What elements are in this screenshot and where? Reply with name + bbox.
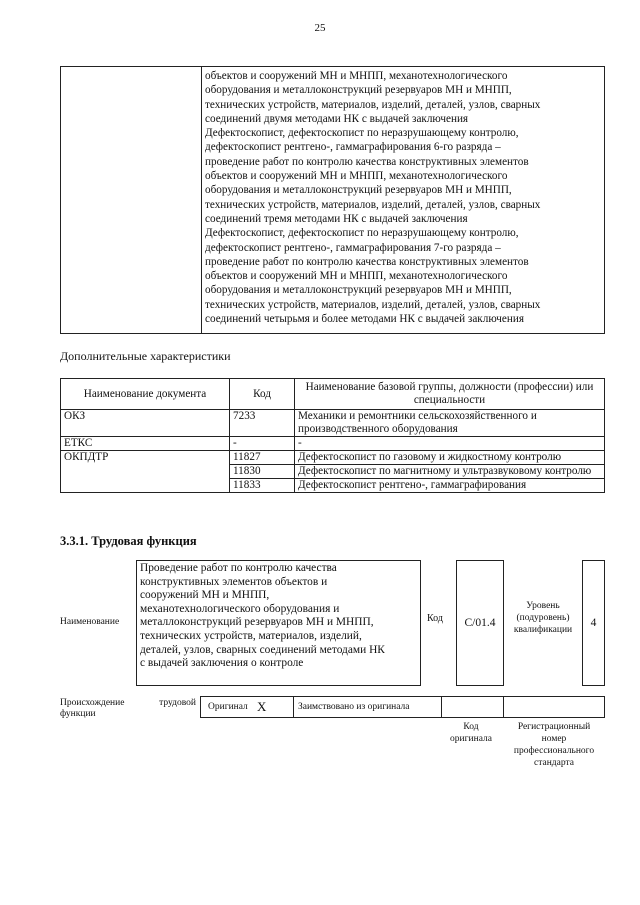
function-code-box: C/01.4: [456, 560, 504, 686]
code-original-caption: [440, 721, 502, 745]
caption-line: номер: [541, 734, 567, 744]
text-line: дефектоскопист рентгено-, гаммаграфирования 6-го разряда –: [205, 141, 501, 154]
text-line: соединений тремя методами НК с выдачей заключения: [205, 212, 468, 225]
origin-label: [60, 698, 200, 720]
page-number: 25: [314, 22, 326, 34]
name-label: Наименование: [60, 617, 120, 627]
function-name-box: [136, 560, 421, 686]
characteristics-table: [60, 378, 605, 493]
text-line: оборудования и металлоконструкций резервуаров МН и МНПП,: [205, 84, 512, 97]
caption-line: профессионального: [513, 746, 595, 756]
header-group-name: Наименование базовой группы, должности (профессии) или специальности: [295, 379, 605, 410]
origin-separator: [503, 697, 504, 717]
name-line: Проведение работ по контролю качества: [140, 562, 337, 574]
header-code: Код: [230, 379, 295, 410]
level-label-line: Уровень: [526, 601, 560, 611]
cell-name: Механики и ремонтники сельскохозяйственного и производственного оборудования: [295, 410, 605, 437]
borrowed-label: Заимствовано из оригинала: [298, 702, 410, 712]
text-line: объектов и сооружений МН и МНПП, механотехнологического: [205, 170, 508, 183]
text-line: технических устройств, материалов, изделий, деталей, узлов, сварных: [205, 198, 541, 211]
level-label: [505, 600, 581, 636]
table-column-divider: [201, 67, 202, 333]
cell-doc: ЕТКС: [61, 437, 230, 451]
name-line: механотехнологического оборудования и: [140, 602, 340, 615]
cell-code: -: [230, 437, 295, 451]
text-line: оборудования и металлоконструкций резервуаров МН и МНПП,: [205, 184, 512, 197]
origin-label-right: трудовой: [159, 698, 196, 708]
cell-code: 11830: [230, 465, 295, 479]
cell-name: Дефектоскопист по газовому и жидкостному контролю: [295, 451, 605, 465]
continuation-table: [60, 66, 605, 334]
text-line: оборудования и металлоконструкций резервуаров МН и МНПП,: [205, 284, 512, 297]
caption-line: оригинала: [450, 734, 492, 744]
table-header-row: [61, 379, 605, 410]
name-line: технических устройств, материалов, изделий,: [140, 629, 362, 642]
caption-line: стандарта: [534, 758, 574, 768]
text-line: соединений четырьмя и более методами НК с выдачей заключения: [205, 313, 524, 326]
text-line: проведение работ по контролю качества конструктивных элементов: [205, 155, 529, 168]
code-label: Код: [427, 613, 443, 624]
cell-code: 7233: [230, 410, 295, 437]
original-label: Оригинал: [208, 702, 248, 712]
text-line: проведение работ по контролю качества конструктивных элементов: [205, 255, 529, 268]
text-line: технических устройств, материалов, изделий, деталей, узлов, сварных: [205, 98, 541, 111]
cell-code: 11833: [230, 479, 295, 493]
text-line: Дефектоскопист, дефектоскопист по неразрушающему контролю,: [205, 127, 519, 140]
section-title-additional: Дополнительные характеристики: [60, 349, 231, 363]
text-line: дефектоскопист рентгено-, гаммаграфирования 7-го разряда –: [205, 241, 501, 254]
cell-name: -: [295, 437, 605, 451]
table-row: [61, 437, 605, 451]
original-checkmark: X: [257, 699, 267, 714]
name-line: с выдачей заключения о контроле: [140, 657, 304, 670]
level-label-line: квалификации: [513, 625, 573, 635]
header-document: Наименование документа: [61, 379, 230, 410]
qualification-level-box: 4: [582, 560, 605, 686]
text-line: соединений двумя методами НК с выдачей заключения: [205, 112, 469, 125]
caption-line: Код: [463, 722, 479, 732]
cell-code: 11827: [230, 451, 295, 465]
text-line: объектов и сооружений МН и МНПП, механотехнологического: [205, 70, 508, 82]
function-heading: 3.3.1. Трудовая функция: [60, 534, 197, 548]
text-line: объектов и сооружений МН и МНПП, механотехнологического: [205, 270, 508, 283]
caption-line: Регистрационный: [517, 722, 591, 732]
cell-name: Дефектоскопист рентгено-, гаммаграфирования: [295, 479, 605, 493]
name-line: сооружений МН и МНПП,: [140, 589, 270, 602]
origin-separator: [441, 697, 442, 717]
continuation-text: [205, 69, 603, 326]
cell-name: Дефектоскопист по магнитному и ультразвуковому контролю: [295, 465, 605, 479]
text-line: Дефектоскопист, дефектоскопист по неразрушающему контролю,: [205, 227, 519, 240]
cell-doc: ОКПДТР: [61, 451, 230, 493]
registration-number-caption: [503, 721, 605, 769]
cell-doc: ОКЗ: [61, 410, 230, 437]
name-line: деталей, узлов, сварных соединений методами НК: [140, 643, 385, 656]
table-row: [61, 451, 605, 465]
name-line: конструктивных элементов объектов и: [140, 575, 328, 588]
origin-separator: [293, 697, 294, 717]
table-row: [61, 410, 605, 437]
level-label-line: (подуровень): [516, 613, 570, 623]
text-line: технических устройств, материалов, изделий, деталей, узлов, сварных: [205, 298, 541, 311]
origin-label-line2: функции: [60, 709, 96, 719]
name-line: металлоконструкций резервуаров МН и МНПП,: [140, 616, 374, 629]
origin-label-left: Происхождение: [60, 698, 125, 708]
